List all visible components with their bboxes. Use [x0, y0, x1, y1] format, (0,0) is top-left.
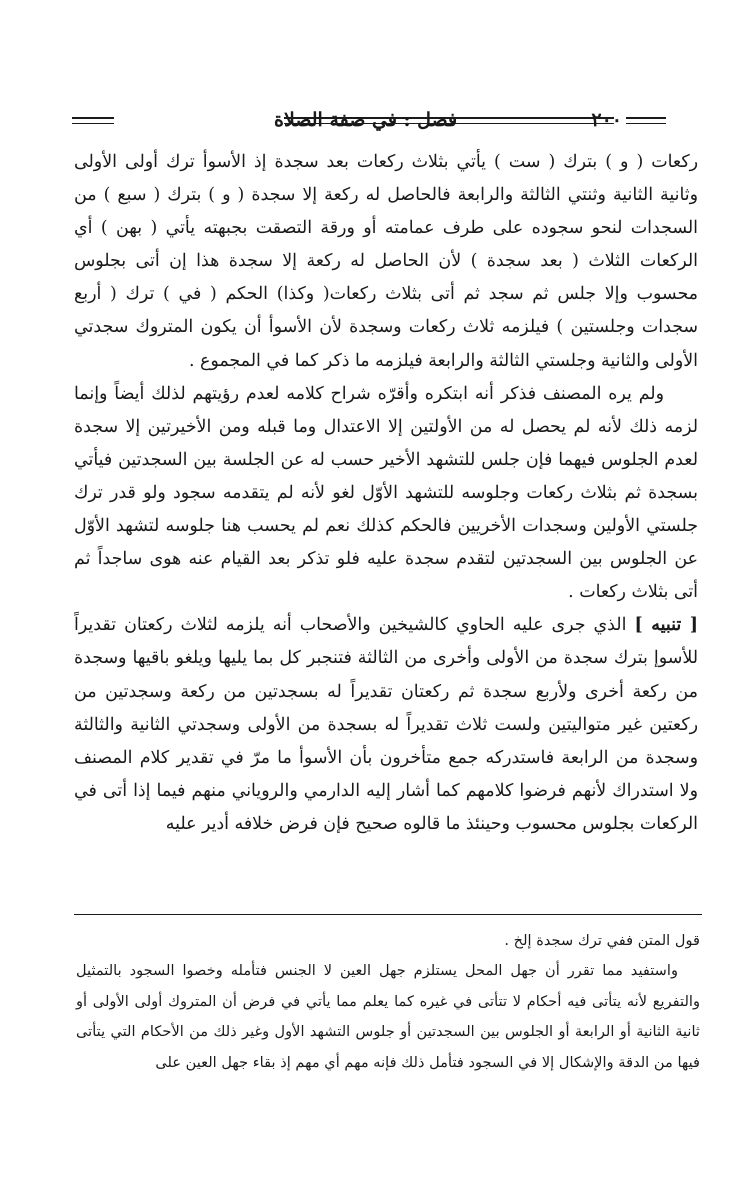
footnotes	[76, 926, 700, 1078]
note-label: [ تنبيه ]	[634, 615, 698, 636]
paragraph-1: ركعات ( و ) بترك ( ست ) يأتي بثلاث ركعات بعد سجدة إذ الأسوأ ترك أولى الأولى وثانية الثانية وثنتي الثالثة والرابعة فالحاصل له ركعة إلا سجدة ( و ) بترك ( سبع ) من السجدات لنحو سجوده على طرف عمامته أو ورقة التصقت بجبهته يأتي ( بهن ) أي الركعات الثلاث ( بعد سجدة ) لأن الحاصل له ركعة إلا سجدة هذا إن أتى بجلوس محسوب وإلا جلس ثم سجد ثم أتى بثلاث ركعات( وكذا) الحكم ( في ) ترك ( أربع سجدات وجلستين ) فيلزمه ثلاث ركعات وسجدة لأن الأسوأ أن يكون المتروك سجدتي الأولى والثانية وجلستي الثالثة والرابعة فيلزمه ما ذكر كما في المجموع .	[74, 152, 698, 371]
header-rule-middle-bottom	[284, 123, 614, 124]
footnote-paragraph: واستفيد مما تقرر أن جهل المحل يستلزم جهل العين لا الجنس فتأمله وخصوا السجود بالتمثيل والتفريع لأنه يتأتى فيه أحكام لا تتأتى في غيره كما يعلم مما يأتي في فرض أن المتروك أولى الأولى أو ثانية الثانية أو الرابعة أو الجلوس بين السجدتين أو جلوس التشهد الأول وغير ذلك من الأحكام التي يتأتى فيها من الدقة والإشكال إلا في السجود فتأمل ذلك فإنه مهم أي مهم إذ بقاء جهل العين على	[76, 962, 700, 1071]
header-rule-right-bottom	[626, 123, 666, 124]
paragraph-3-text: الذي جرى عليه الحاوي كالشيخين والأصحاب أنه يلزمه لثلاث ركعتان تقديراً للأسوإ بترك سجدة من الأولى وأخرى من الثالثة فتنجبر كل بما يليها ويلغو باقيها وسجدة من ركعة أخرى ولأربع سجدة ثم ركعتان تقديراً له بسجدتين من ركعة وسجدتين من ركعتين غير متواليتين ولست ثلاث تقديراً له بسجدة من الأولى وسجدتي الثانية والثالثة وسجدة من الرابعة فاستدركه جمع متأخرون بأن الأسوأ ما مرّ في تقدير كلام المصنف ولا استدراك لأنهم فرضوا كلامهم كما أشار إليه الدارمي والروياني منهم فيما إذا أتى في الركعات بجلوس محسوب وحينئذ ما قالوه صحيح فإن فرض خلافه أدير عليه	[74, 615, 698, 834]
header-rule-right-top	[626, 117, 666, 119]
header-rule-left-top	[72, 117, 114, 119]
main-text	[74, 146, 698, 841]
header-rule-left-bottom	[72, 123, 114, 124]
header-rule-middle-top	[284, 117, 614, 119]
chapter-title: فصل : في صفة الصلاة	[274, 109, 458, 131]
page-number: ٢٠٠	[591, 109, 622, 131]
paragraph-3	[74, 609, 698, 841]
page-header	[70, 108, 696, 134]
footnote-heading: قول المتن ففي ترك سجدة إلخ .	[504, 932, 700, 949]
footnote-divider	[74, 914, 702, 915]
paragraph-2: ولم يره المصنف فذكر أنه ابتكره وأقرّه شراح كلامه لعدم رؤيتهم لذلك أيضاً وإنما لزمه ذلك لأنه لم يحصل له من الأولتين إلا الاعتدال وما قبله ومن الأخيرتين إلا سجدة لعدم الجلوس فيهما فإن جلس للتشهد الأخير حسب له عن الجلسة بين السجدتين فيأتي بسجدة ثم بثلاث ركعات وجلوسه للتشهد الأوّل لغو لأنه لم يتقدمه سجود ولو قدر ترك جلستي الأولين وسجدات الأخريين فالحكم كذلك نعم لم يحسب هنا جلوسه لتشهد الأوّل عن الجلوس بين السجدتين لتقدم سجدة عليه فلو تذكر بعد القيام عنه هوى ساجداً ثم أتى بثلاث ركعات .	[74, 383, 698, 603]
